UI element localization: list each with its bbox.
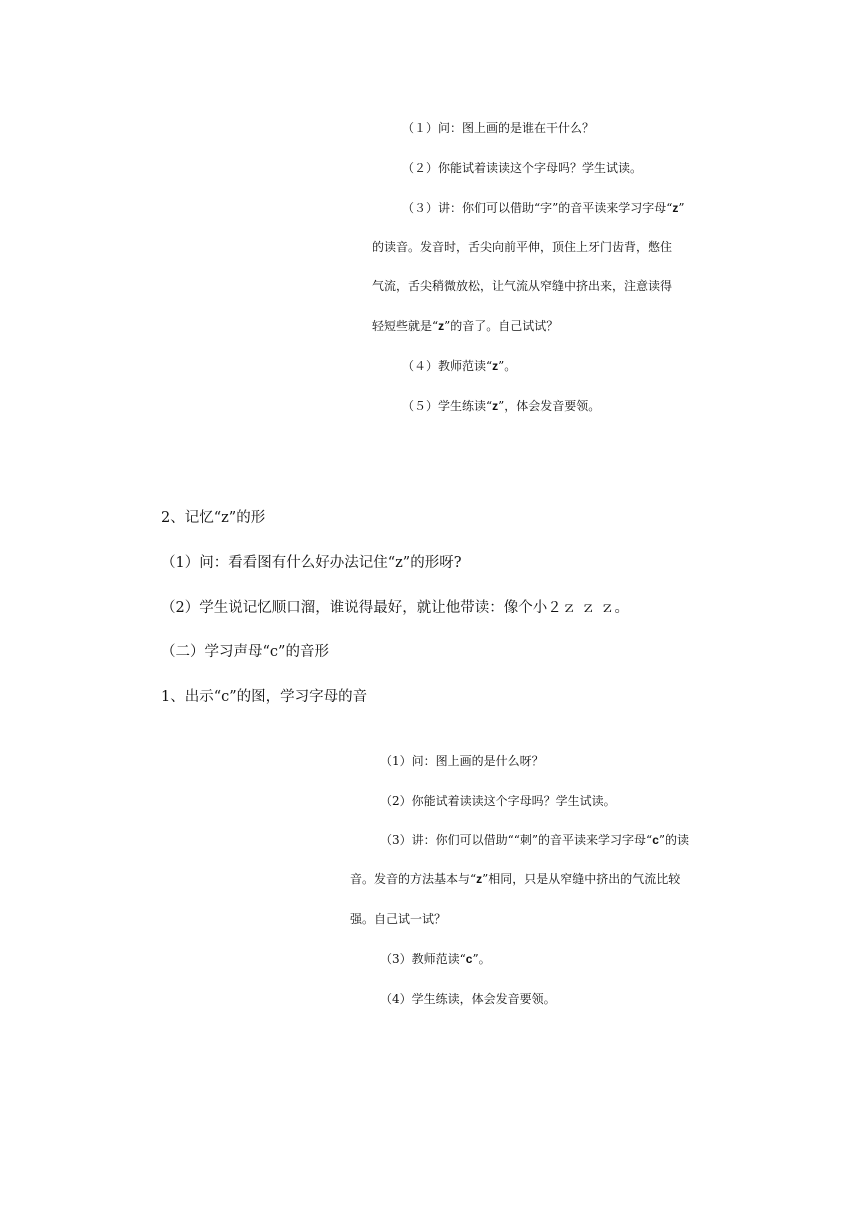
- s3-q3-line1-post: ”的读: [658, 833, 690, 847]
- s2-item1: （1）问：看看图有什么好办法记住“z”的形呀?: [161, 555, 462, 571]
- s3-q4-pre: （3）教师范读“: [380, 952, 466, 966]
- s3-q3-line2-pre: 音。发音的方法基本与“: [350, 872, 477, 886]
- s3-q5: （4）学生练读，体会发音要领。: [380, 992, 556, 1006]
- s1-q4-z: z: [492, 359, 499, 373]
- s3-q1: （1）问：图上画的是什么呀？: [380, 754, 544, 768]
- s1-q5-z: z: [492, 399, 499, 413]
- s1-q3-line1-post: ”: [678, 201, 685, 215]
- s3-q3-line2: [350, 870, 680, 887]
- s1-q3-line3: 气流，舌尖稍微放松，让气流从窄缝中挤出来，注意读得: [372, 279, 673, 293]
- s1-q2: （２）你能试着读读这个字母吗？学生试读。: [402, 161, 643, 175]
- s1-q5-pre: （５）学生练读“: [402, 399, 493, 413]
- s2-sub1-heading: 1、出示“c”的图，学习字母的音: [161, 689, 368, 705]
- s3-q4-c: c: [465, 952, 473, 966]
- s1-q5-post: ”，体会发音要领。: [498, 399, 601, 413]
- s3-q3-line1-pre: （3）讲：你们可以借助““刺”的音平读来学习字母“: [380, 833, 653, 847]
- s1-q3-line1-pre: （３）讲：你们可以借助“字”的音平读来学习字母“: [402, 201, 673, 215]
- s1-q3-line4-post: ”的音了。自己试试？: [444, 319, 559, 333]
- s1-q3-line4: [372, 317, 558, 334]
- s3-q3-line2-z: z: [476, 872, 483, 886]
- s1-q3-line4-pre: 轻短些就是“: [372, 319, 439, 333]
- s1-q4: [402, 357, 516, 374]
- s2-item2: （2）学生说记忆顺口溜，谁说得最好，就让他带读：像个小２ｚ ｚ ｚ。: [161, 600, 629, 616]
- s1-q4-post: ”。: [498, 359, 517, 373]
- s3-q3-line1-c: c: [652, 833, 659, 847]
- s1-q3-line1-z: z: [672, 201, 679, 215]
- s3-q4: [380, 950, 491, 967]
- s3-q3-line1: [380, 831, 689, 848]
- s3-q4-post: ”。: [472, 952, 491, 966]
- s1-q1: （１）问：图上画的是谁在干什么？: [402, 121, 595, 135]
- s3-q3-line2-post: ”相同，只是从窄缝中挤出的气流比较: [482, 872, 681, 886]
- s1-q3-line4-z: z: [438, 319, 445, 333]
- s1-q3-line2: 的读音。发音时，舌尖向前平伸，顶住上牙门齿背，憋住: [372, 240, 673, 254]
- s3-q3-line3: 强。自己试一试？: [350, 912, 447, 926]
- s3-q2: （2）你能试着读读这个字母吗？学生试读。: [380, 794, 616, 808]
- s2-part2-heading: （二）学习声母“c”的音形: [161, 644, 329, 660]
- s1-q4-pre: （４）教师范读“: [402, 359, 493, 373]
- s1-q5: [402, 397, 600, 414]
- s1-q3-line1: [402, 199, 685, 216]
- s2-heading: 2、记忆“z”的形: [161, 510, 266, 526]
